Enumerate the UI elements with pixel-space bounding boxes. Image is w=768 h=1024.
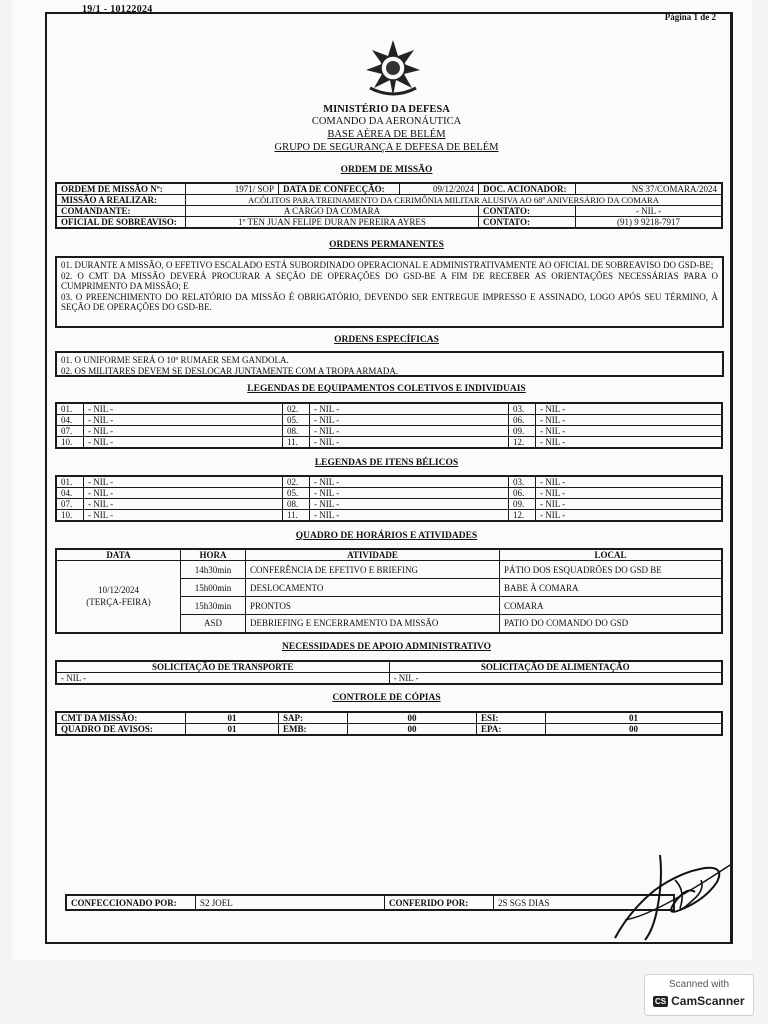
table-cell: - NIL - (84, 488, 283, 499)
table-cell: 00 (546, 724, 723, 736)
table-row (56, 415, 722, 426)
table-cell: 03. (509, 403, 536, 415)
table-cell: QUADRO DE AVISOS: (56, 724, 186, 736)
schedule-activity: DESLOCAMENTO (246, 579, 500, 597)
table-cell: 01. (56, 403, 84, 415)
contact-label: CONTATO: (479, 206, 576, 217)
table-cell: - NIL - (310, 403, 509, 415)
table-cell: - NIL - (536, 499, 723, 510)
table-cell: 09. (509, 499, 536, 510)
weapons-table (55, 475, 723, 522)
schedule-location: PATIO DO COMANDO DO GSD (500, 615, 723, 633)
mission-title: ORDEM DE MISSÃO (340, 165, 433, 175)
table-cell: - NIL - (84, 426, 283, 437)
schedule-title: QUADRO DE HORÁRIOS E ATIVIDADES (295, 531, 478, 541)
table-cell: - NIL - (536, 488, 723, 499)
page-indicator: Página 1 de 2 (664, 12, 716, 22)
table-cell: - NIL - (84, 415, 283, 426)
permanent-orders-box (55, 256, 724, 328)
table-cell: 01 (186, 724, 279, 736)
order-value: 1971/ SOP (186, 183, 279, 195)
food-label: SOLICITAÇÃO DE ALIMENTAÇÃO (389, 661, 722, 673)
schedule-date-cell (56, 561, 181, 633)
table-cell: 00 (348, 724, 477, 736)
camscanner-logo-icon: CS (655, 997, 667, 1006)
officer-value: 1º TEN JUAN FELIPE DURAN PEREIRA AYRES (186, 217, 479, 229)
contact-label-2: CONTATO: (479, 217, 576, 229)
table-row (56, 437, 722, 449)
checked-label: CONFERIDO POR: (385, 895, 494, 910)
table-cell: 01 (186, 712, 279, 724)
table-row (56, 510, 722, 522)
commander-value: A CARGO DA COMARA (186, 206, 479, 217)
commander-label: COMANDANTE: (56, 206, 186, 217)
table-cell: - NIL - (84, 476, 283, 488)
table-cell: CMT DA MISSÃO: (56, 712, 186, 724)
document-number: 19/1 - 10122024 (82, 4, 153, 15)
table-row (56, 426, 722, 437)
schedule-weekday: (TERÇA-FEIRA) (86, 597, 151, 608)
specific-order-2: 02. OS MILITARES DEVEM SE DESLOCAR JUNTAMENTE COM A TROPA ARMADA. (61, 365, 399, 376)
table-cell: - NIL - (84, 437, 283, 449)
national-emblem-icon (358, 38, 428, 100)
footer-signature-table (65, 894, 675, 911)
food-value: - NIL - (389, 673, 722, 685)
specific-orders-box (55, 351, 724, 377)
table-cell: - NIL - (310, 510, 509, 522)
table-cell: - NIL - (536, 415, 723, 426)
table-cell: - NIL - (84, 510, 283, 522)
table-cell: - NIL - (310, 437, 509, 449)
table-cell: - NIL - (536, 476, 723, 488)
table-cell: 12. (509, 510, 536, 522)
table-cell: 07. (56, 499, 84, 510)
equipment-table (55, 402, 723, 449)
command-name: COMANDO DA AERONÁUTICA (311, 116, 462, 127)
table-cell: 03. (509, 476, 536, 488)
mission-info-table (55, 182, 723, 229)
table-cell: 00 (348, 712, 477, 724)
specific-order-1: 01. O UNIFORME SERÁ O 10º RUMAER SEM GANDOLA. (61, 355, 289, 365)
permanent-order-1: 01. DURANTE A MISSÃO, O EFETIVO ESCALADO ESTÁ SUBORDINADO OPERACIONAL E ADMINISTRATIVAMENTE AO OFICIAL DE SOBREAVISO DO GSD-BE; (61, 260, 714, 270)
base-name: BASE AÉREA DE BELÉM (327, 129, 446, 140)
table-cell: 04. (56, 488, 84, 499)
table-cell: - NIL - (310, 415, 509, 426)
table-cell: - NIL - (84, 403, 283, 415)
schedule-header-date: DATA (56, 549, 181, 561)
contact-value: - NIL - (576, 206, 723, 217)
table-cell: - NIL - (536, 403, 723, 415)
support-table (55, 660, 723, 685)
table-cell: 02. (283, 403, 310, 415)
table-cell: 06. (509, 488, 536, 499)
table-cell: EPA: (477, 724, 546, 736)
mission-label: MISSÃO A REALIZAR: (56, 195, 186, 206)
doc-label: DOC. ACIONADOR: (479, 183, 576, 195)
contact-phone: (91) 9 9218-7917 (576, 217, 723, 229)
prepared-value: S2 JOEL (196, 895, 385, 910)
date-label: DATA DE CONFECÇÃO: (279, 183, 400, 195)
table-cell: 11. (283, 437, 310, 449)
table-cell: - NIL - (310, 499, 509, 510)
mission-value: ACÓLITOS PARA TREINAMENTO DA CERIMÔNIA MILITAR ALUSIVA AO 68º ANIVERSÁRIO DA COMARA (186, 195, 723, 206)
table-row (56, 476, 722, 488)
table-row (56, 488, 722, 499)
schedule-header-time: HORA (181, 549, 246, 561)
table-cell: ESI: (477, 712, 546, 724)
table-row (56, 724, 722, 736)
schedule-table (55, 548, 723, 634)
schedule-time: 15h30min (181, 597, 246, 615)
table-cell: 08. (283, 426, 310, 437)
weapons-title: LEGENDAS DE ITENS BÉLICOS (314, 458, 459, 468)
table-cell: - NIL - (536, 510, 723, 522)
camscanner-brand: CS CamScanner (655, 994, 745, 1008)
transport-value: - NIL - (56, 673, 389, 685)
scanned-with-text: Scanned with (668, 979, 730, 990)
table-cell: 10. (56, 437, 84, 449)
table-row (56, 499, 722, 510)
handwritten-signature-icon (605, 850, 735, 945)
table-row (56, 403, 722, 415)
schedule-activity: DEBRIEFING E ENCERRAMENTO DA MISSÃO (246, 615, 500, 633)
table-cell: 12. (509, 437, 536, 449)
schedule-header-activity: ATIVIDADE (246, 549, 500, 561)
schedule-location: COMARA (500, 597, 723, 615)
table-cell: - NIL - (310, 426, 509, 437)
schedule-time: ASD (181, 615, 246, 633)
table-cell: EMB: (279, 724, 348, 736)
table-cell: - NIL - (536, 426, 723, 437)
permanent-orders-title: ORDENS PERMANENTES (329, 240, 444, 250)
table-cell: 05. (283, 415, 310, 426)
schedule-time: 14h30min (181, 561, 246, 579)
schedule-time: 15h00min (181, 579, 246, 597)
permanent-order-2: 02. O CMT DA MISSÃO DEVERÁ PROCURAR A SEÇÃO DE OPERAÇÕES DO GSD-BE A FIM DE RECEBER AS ORIENTAÇÕES NECESSÁRIAS PARA O CUMPRIMENTO DA MISSÃO; E (61, 270, 718, 291)
specific-orders-title: ORDENS ESPECÍFICAS (334, 335, 439, 345)
support-title: NECESSIDADES DE APOIO ADMINISTRATIVO (282, 642, 491, 652)
schedule-date: 10/12/2024 (97, 585, 139, 596)
table-cell: 01. (56, 476, 84, 488)
group-name: GRUPO DE SEGURANÇA E DEFESA DE BELÉM (274, 142, 499, 153)
transport-label: SOLICITAÇÃO DE TRANSPORTE (56, 661, 389, 673)
schedule-location: BABE À COMARA (500, 579, 723, 597)
table-cell: 07. (56, 426, 84, 437)
table-cell: - NIL - (536, 437, 723, 449)
officer-label: OFICIAL DE SOBREAVISO: (56, 217, 186, 229)
prepared-label: CONFECCIONADO POR: (66, 895, 196, 910)
schedule-activity: PRONTOS (246, 597, 500, 615)
table-row (56, 712, 722, 724)
checked-value: 2S SGS DIAS (494, 895, 675, 910)
table-cell: - NIL - (310, 488, 509, 499)
ministry-name: MINISTÉRIO DA DEFESA (323, 104, 450, 115)
table-cell: 04. (56, 415, 84, 426)
table-cell: - NIL - (310, 476, 509, 488)
table-cell: - NIL - (84, 499, 283, 510)
camscanner-watermark (644, 974, 754, 1016)
copies-table (55, 711, 723, 736)
equipment-title: LEGENDAS DE EQUIPAMENTOS COLETIVOS E INDIVIDUAIS (247, 384, 526, 394)
copies-title: CONTROLE DE CÓPIAS (332, 693, 441, 703)
schedule-location: PÁTIO DOS ESQUADRÕES DO GSD BE (500, 561, 723, 579)
doc-value: NS 37/COMARA/2024 (576, 183, 723, 195)
table-cell: SAP: (279, 712, 348, 724)
table-cell: 05. (283, 488, 310, 499)
date-value: 09/12/2024 (400, 183, 479, 195)
table-cell: 10. (56, 510, 84, 522)
table-cell: 02. (283, 476, 310, 488)
table-cell: 11. (283, 510, 310, 522)
table-cell: 09. (509, 426, 536, 437)
table-cell: 01 (546, 712, 723, 724)
schedule-activity: CONFERÊNCIA DE EFETIVO E BRIEFING (246, 561, 500, 579)
table-cell: 06. (509, 415, 536, 426)
permanent-order-3: 03. O PREENCHIMENTO DO RELATÓRIO DA MISSÃO É OBRIGATÓRIO, DEVENDO SER ENTREGUE IMPRESSO E ASSINADO, LOGO APÓS SEU TÉRMINO, À SEÇÃO DE OPERAÇÕES DO GSD-BE. (61, 291, 718, 312)
schedule-header-location: LOCAL (500, 549, 723, 561)
order-label: ORDEM DE MISSÃO Nº: (56, 183, 186, 195)
table-cell: 08. (283, 499, 310, 510)
